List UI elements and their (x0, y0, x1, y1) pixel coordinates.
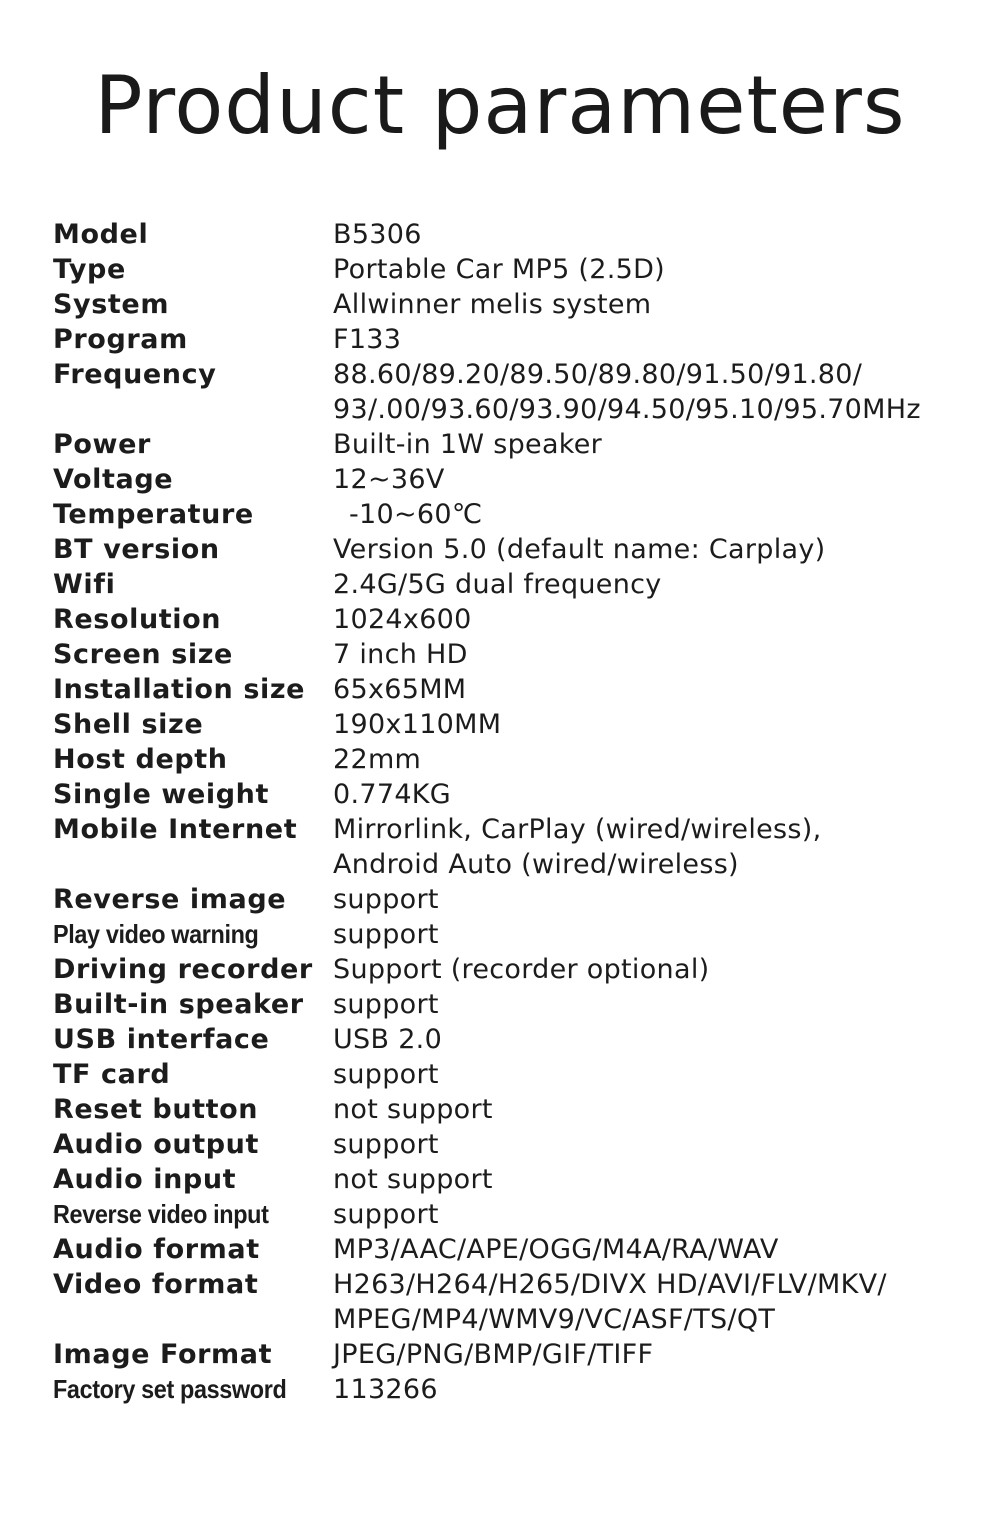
spec-label: System (53, 289, 170, 320)
spec-label: USB interface (53, 1024, 270, 1055)
spec-value-line: F133 (333, 324, 402, 355)
spec-label: Reverse video input (53, 1199, 269, 1229)
spec-value (333, 742, 983, 777)
spec-value (333, 497, 983, 532)
spec-row (53, 322, 983, 357)
spec-value (333, 287, 983, 322)
spec-label: Video format (53, 1269, 259, 1300)
spec-value-line: Built-in 1W speaker (333, 429, 603, 460)
spec-label: Power (53, 429, 151, 460)
spec-value-line: -10~60℃ (349, 499, 483, 530)
spec-value (333, 217, 983, 252)
spec-label: Type (53, 254, 126, 285)
spec-label: Image Format (53, 1339, 273, 1370)
spec-label: Screen size (53, 639, 233, 670)
spec-label: Voltage (53, 464, 174, 495)
spec-row (53, 287, 983, 322)
spec-row (53, 777, 983, 812)
spec-value-line: support (333, 1059, 439, 1090)
spec-value-line: 190x110MM (333, 709, 502, 740)
spec-label: Installation size (53, 674, 306, 705)
spec-value-line: JPEG/PNG/BMP/GIF/TIFF (333, 1339, 654, 1370)
spec-value-line: 65x65MM (333, 674, 467, 705)
spec-value (333, 462, 983, 497)
page-title: Product parameters (94, 59, 906, 152)
spec-row (53, 217, 983, 252)
spec-row (53, 1267, 983, 1337)
spec-value-line: 12~36V (333, 464, 445, 495)
spec-value-line: 113266 (333, 1374, 438, 1405)
spec-value (333, 252, 983, 287)
spec-value (333, 1267, 983, 1337)
spec-row (53, 427, 983, 462)
spec-value-line: MPEG/MP4/WMV9/VC/ASF/TS/QT (333, 1304, 776, 1335)
spec-row (53, 1372, 983, 1407)
spec-value-line: support (333, 989, 439, 1020)
spec-value-line: Version 5.0 (default name: Carplay) (333, 534, 826, 565)
spec-value (333, 427, 983, 462)
spec-label: Play video warning (53, 919, 259, 949)
spec-row (53, 1197, 983, 1232)
spec-value-line: 2.4G/5G dual frequency (333, 569, 662, 600)
spec-label: Reset button (53, 1094, 259, 1125)
spec-value-line: Allwinner melis system (333, 289, 652, 320)
spec-row (53, 1162, 983, 1197)
spec-value-line: 93/.00/93.60/93.90/94.50/95.10/95.70MHz (333, 394, 921, 425)
spec-value (333, 1022, 983, 1057)
spec-row (53, 497, 983, 532)
spec-label: Audio input (53, 1164, 237, 1195)
spec-value (333, 567, 983, 602)
spec-value-line: Support (recorder optional) (333, 954, 710, 985)
spec-table (53, 217, 983, 1407)
spec-label: Program (53, 324, 188, 355)
spec-value-line: Portable Car MP5 (2.5D) (333, 254, 666, 285)
spec-value-line: USB 2.0 (333, 1024, 443, 1055)
spec-value (333, 1197, 983, 1232)
spec-value (333, 637, 983, 672)
spec-row (53, 917, 983, 952)
spec-label: Factory set password (53, 1374, 287, 1404)
spec-value (333, 882, 983, 917)
spec-value-line: not support (333, 1094, 493, 1125)
spec-label: BT version (53, 534, 220, 565)
spec-label: Resolution (53, 604, 222, 635)
spec-row (53, 252, 983, 287)
spec-value-line: 7 inch HD (333, 639, 468, 670)
spec-row (53, 1337, 983, 1372)
spec-row (53, 357, 983, 427)
spec-value (333, 707, 983, 742)
spec-value (333, 1372, 983, 1407)
spec-value-line: MP3/AAC/APE/OGG/M4A/RA/WAV (333, 1234, 779, 1265)
spec-label: Host depth (53, 744, 228, 775)
spec-row (53, 882, 983, 917)
spec-label: Mobile Internet (53, 814, 298, 845)
spec-value-line: not support (333, 1164, 493, 1195)
spec-value-line: B5306 (333, 219, 422, 250)
spec-label: Temperature (53, 499, 254, 530)
spec-row (53, 1022, 983, 1057)
spec-row (53, 1232, 983, 1267)
spec-value (333, 1057, 983, 1092)
spec-value (333, 987, 983, 1022)
spec-label: Frequency (53, 359, 217, 390)
spec-value (333, 1092, 983, 1127)
spec-value-line: support (333, 919, 439, 950)
spec-row (53, 707, 983, 742)
spec-row (53, 602, 983, 637)
spec-label: Driving recorder (53, 954, 313, 985)
spec-value (333, 952, 983, 987)
spec-value (333, 1232, 983, 1267)
spec-label: Model (53, 219, 149, 250)
spec-value (333, 1337, 983, 1372)
spec-row (53, 1127, 983, 1162)
spec-value-line: 22mm (333, 744, 422, 775)
spec-value-line: support (333, 1129, 439, 1160)
spec-value (333, 777, 983, 812)
spec-value-line: H263/H264/H265/DIVX HD/AVI/FLV/MKV/ (333, 1269, 887, 1300)
spec-label: Audio format (53, 1234, 260, 1265)
spec-label: Single weight (53, 779, 269, 810)
spec-label: Audio output (53, 1129, 259, 1160)
spec-row (53, 567, 983, 602)
spec-row (53, 1092, 983, 1127)
spec-row (53, 987, 983, 1022)
spec-label: Wifi (53, 569, 116, 600)
spec-label: Reverse image (53, 884, 287, 915)
spec-row (53, 812, 983, 882)
spec-value (333, 357, 983, 427)
spec-value (333, 812, 983, 882)
spec-value-line: support (333, 1199, 439, 1230)
spec-label: TF card (53, 1059, 171, 1090)
spec-value-line: 88.60/89.20/89.50/89.80/91.50/91.80/ (333, 359, 863, 390)
spec-row (53, 952, 983, 987)
spec-value (333, 917, 983, 952)
spec-value-line: support (333, 884, 439, 915)
spec-label: Built-in speaker (53, 989, 304, 1020)
spec-value-line: 1024x600 (333, 604, 472, 635)
spec-value (333, 322, 983, 357)
spec-value-line: Mirrorlink, CarPlay (wired/wireless), (333, 814, 822, 845)
spec-value (333, 532, 983, 567)
spec-row (53, 532, 983, 567)
spec-value (333, 602, 983, 637)
spec-row (53, 672, 983, 707)
spec-label: Shell size (53, 709, 204, 740)
spec-value-line: 0.774KG (333, 779, 452, 810)
spec-row (53, 637, 983, 672)
spec-value (333, 672, 983, 707)
spec-value (333, 1127, 983, 1162)
spec-row (53, 1057, 983, 1092)
spec-row (53, 462, 983, 497)
spec-row (53, 742, 983, 777)
spec-value-line: Android Auto (wired/wireless) (333, 849, 739, 880)
spec-value (333, 1162, 983, 1197)
